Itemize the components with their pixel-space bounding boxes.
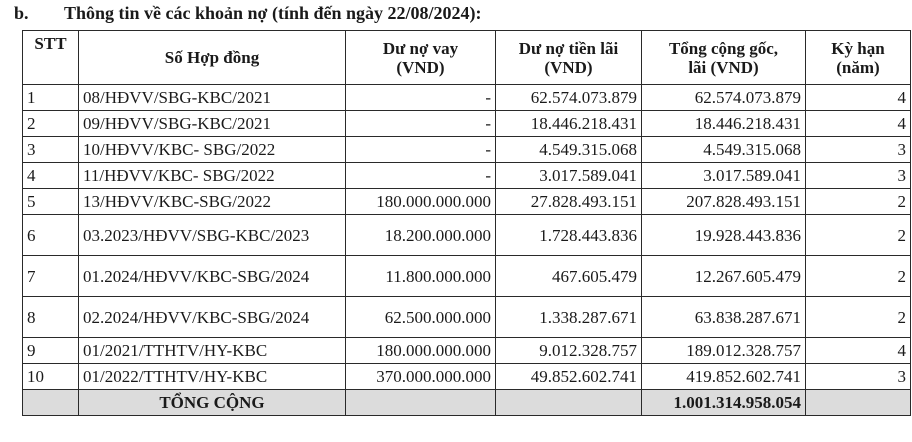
header-total-line2: lãi (VND)	[688, 57, 759, 77]
cell-contract: 10/HĐVV/KBC- SBG/2022	[79, 137, 346, 163]
cell-loan: 18.200.000.000	[346, 215, 496, 256]
cell-contract: 13/HĐVV/KBC-SBG/2022	[79, 189, 346, 215]
cell-loan: 62.500.000.000	[346, 297, 496, 338]
cell-term: 3	[806, 163, 911, 189]
table-row	[23, 189, 911, 215]
cell-contract: 01/2022/TTHTV/HY-KBC	[79, 364, 346, 390]
cell-total: 19.928.443.836	[642, 215, 806, 256]
total-cell-empty	[806, 390, 911, 416]
cell-stt: 1	[23, 85, 79, 111]
cell-contract: 01.2024/HĐVV/KBC-SBG/2024	[79, 256, 346, 297]
debt-table	[22, 30, 911, 416]
header-interest-line1: Dư nợ tiền lãi	[518, 38, 619, 58]
cell-total: 207.828.493.151	[642, 189, 806, 215]
cell-term: 4	[806, 111, 911, 137]
cell-stt: 10	[23, 364, 79, 390]
cell-stt: 6	[23, 215, 79, 256]
table-header-row	[23, 31, 911, 85]
cell-contract: 01/2021/TTHTV/HY-KBC	[79, 338, 346, 364]
cell-term: 3	[806, 137, 911, 163]
cell-stt: 7	[23, 256, 79, 297]
cell-total: 3.017.589.041	[642, 163, 806, 189]
cell-interest: 3.017.589.041	[496, 163, 642, 189]
cell-term: 2	[806, 256, 911, 297]
cell-interest: 27.828.493.151	[496, 189, 642, 215]
cell-total: 18.446.218.431	[642, 111, 806, 137]
header-loan-line2: (VND)	[396, 57, 445, 77]
cell-term: 2	[806, 215, 911, 256]
table-row	[23, 215, 911, 256]
cell-interest: 467.605.479	[496, 256, 642, 297]
cell-contract: 08/HĐVV/SBG-KBC/2021	[79, 85, 346, 111]
header-interest-line2: (VND)	[544, 57, 593, 77]
cell-stt: 3	[23, 137, 79, 163]
table-row	[23, 111, 911, 137]
cell-contract: 09/HĐVV/SBG-KBC/2021	[79, 111, 346, 137]
header-loan-line1: Dư nợ vay	[382, 38, 459, 58]
cell-total: 62.574.073.879	[642, 85, 806, 111]
cell-interest: 49.852.602.741	[496, 364, 642, 390]
header-stt: STT	[23, 31, 79, 85]
cell-total: 419.852.602.741	[642, 364, 806, 390]
cell-interest: 62.574.073.879	[496, 85, 642, 111]
total-cell-empty	[496, 390, 642, 416]
cell-stt: 4	[23, 163, 79, 189]
cell-term: 4	[806, 85, 911, 111]
header-total	[642, 31, 806, 85]
header-interest	[496, 31, 642, 85]
section-heading	[14, 3, 482, 24]
cell-loan: -	[346, 85, 496, 111]
table-row	[23, 297, 911, 338]
cell-loan: 11.800.000.000	[346, 256, 496, 297]
cell-interest: 4.549.315.068	[496, 137, 642, 163]
header-contract: Số Hợp đồng	[79, 31, 346, 85]
cell-loan: -	[346, 111, 496, 137]
table-row	[23, 163, 911, 189]
section-title: Thông tin về các khoản nợ (tính đến ngày 22/08/2024):	[64, 3, 482, 23]
cell-interest: 9.012.328.757	[496, 338, 642, 364]
cell-total: 189.012.328.757	[642, 338, 806, 364]
cell-interest: 18.446.218.431	[496, 111, 642, 137]
header-total-line1: Tổng cộng gốc,	[668, 38, 779, 58]
cell-interest: 1.728.443.836	[496, 215, 642, 256]
cell-total: 4.549.315.068	[642, 137, 806, 163]
cell-term: 2	[806, 297, 911, 338]
cell-contract: 03.2023/HĐVV/SBG-KBC/2023	[79, 215, 346, 256]
header-loan	[346, 31, 496, 85]
cell-stt: 9	[23, 338, 79, 364]
cell-total: 63.838.287.671	[642, 297, 806, 338]
table-row	[23, 364, 911, 390]
header-term-line2: (năm)	[836, 57, 880, 77]
table-row	[23, 137, 911, 163]
cell-term: 3	[806, 364, 911, 390]
cell-loan: -	[346, 137, 496, 163]
cell-stt: 5	[23, 189, 79, 215]
grand-total-value: 1.001.314.958.054	[642, 390, 806, 416]
cell-interest: 1.338.287.671	[496, 297, 642, 338]
cell-loan: 180.000.000.000	[346, 189, 496, 215]
total-cell-empty	[346, 390, 496, 416]
total-cell-empty	[23, 390, 79, 416]
table-row	[23, 85, 911, 111]
header-term	[806, 31, 911, 85]
cell-loan: 370.000.000.000	[346, 364, 496, 390]
cell-contract: 11/HĐVV/KBC- SBG/2022	[79, 163, 346, 189]
cell-loan: 180.000.000.000	[346, 338, 496, 364]
table-row	[23, 338, 911, 364]
cell-stt: 2	[23, 111, 79, 137]
section-marker: b.	[14, 3, 29, 23]
cell-loan: -	[346, 163, 496, 189]
header-term-line1: Kỳ hạn	[831, 38, 885, 58]
cell-term: 2	[806, 189, 911, 215]
table-row	[23, 256, 911, 297]
cell-total: 12.267.605.479	[642, 256, 806, 297]
cell-stt: 8	[23, 297, 79, 338]
total-label: TỔNG CỘNG	[79, 390, 346, 416]
cell-contract: 02.2024/HĐVV/KBC-SBG/2024	[79, 297, 346, 338]
total-row	[23, 390, 911, 416]
cell-term: 4	[806, 338, 911, 364]
